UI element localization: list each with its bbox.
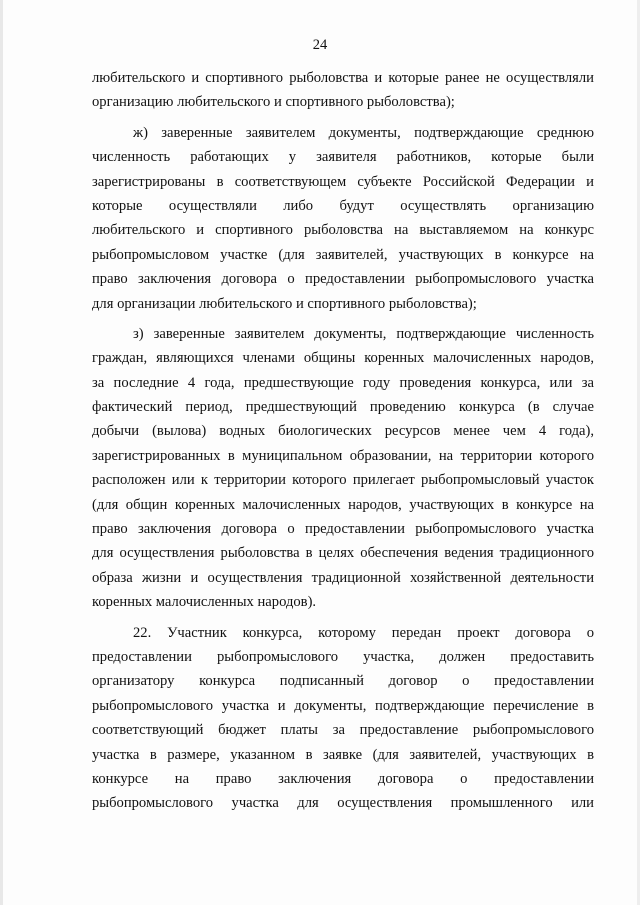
- text-line: для организации любительского и спортивного рыболовства);: [92, 295, 477, 312]
- text-line: предоставлении рыбопромыслового участка, должен предоставить: [92, 648, 594, 665]
- text-line: организатору конкурса подписанный договор о предоставлении: [92, 673, 594, 690]
- paragraph-item-22: [92, 621, 594, 816]
- text-line: граждан, являющихся членами общины коренных малочисленных народов,: [92, 350, 594, 367]
- text-line: образа жизни и осуществления традиционной хозяйственной деятельности: [92, 569, 594, 586]
- text-line: расположен или к территории которого прилегает рыбопромысловый участок: [92, 472, 594, 489]
- text-line: численность работающих у заявителя работников, которые были: [92, 149, 594, 166]
- text-line: для осуществления рыболовства в целях обеспечения ведения традиционного: [92, 545, 594, 562]
- text-line: участка в размере, указанном в заявке (для заявителей, участвующих в: [92, 746, 594, 763]
- text-line: любительского и спортивного рыболовства и которые ранее не осуществляли: [92, 70, 594, 86]
- text-line: 22. Участник конкурса, которому передан проект договора о: [133, 624, 594, 641]
- text-line: организацию любительского и спортивного рыболовства);: [92, 94, 455, 111]
- text-line: рыбопромыслового участка и документы, подтверждающие перечисление в: [92, 697, 594, 714]
- text-line: право заключения договора о предоставлении рыбопромыслового участка: [92, 271, 594, 288]
- text-line: фактический период, предшествующий проведению конкурса (в случае: [92, 399, 594, 416]
- text-line: коренных малочисленных народов).: [92, 594, 317, 611]
- text-line: конкурсе на право заключения договора о предоставлении: [92, 770, 594, 787]
- paragraph-continuation: [92, 66, 594, 115]
- text-line: зарегистрированных в муниципальном образовании, на территории которого: [92, 447, 594, 464]
- text-line: (для общин коренных малочисленных народов, участвующих в конкурсе на: [92, 496, 594, 513]
- paragraph-item-z: [92, 322, 594, 615]
- scan-edge-left: [0, 0, 3, 905]
- text-line: зарегистрированы в соответствующем субъекте Российской Федерации и: [92, 173, 594, 190]
- page-number: 24: [312, 37, 328, 53]
- paragraph-item-zh: [92, 121, 594, 316]
- text-line: любительского и спортивного рыболовства на выставляемом на конкурс: [92, 222, 594, 239]
- text-line: за последние 4 года, предшествующие году проведения конкурса, или за: [92, 374, 594, 391]
- body-text: [92, 66, 594, 816]
- text-line: право заключения договора о предоставлении рыбопромыслового участка: [92, 521, 594, 538]
- text-line: рыбопромысловом участке (для заявителей, участвующих в конкурсе на: [92, 246, 594, 263]
- text-line: которые осуществляли либо будут осуществлять организацию: [92, 197, 594, 214]
- text-line: рыбопромыслового участка для осуществления промышленного или: [92, 795, 594, 812]
- text-line: соответствующий бюджет платы за предоставление рыбопромыслового: [92, 722, 594, 739]
- text-line: з) заверенные заявителем документы, подтверждающие численность: [133, 325, 594, 342]
- text-line: ж) заверенные заявителем документы, подтверждающие среднюю: [133, 124, 594, 141]
- text-line: добычи (вылова) водных биологических ресурсов менее чем 4 года),: [92, 423, 594, 440]
